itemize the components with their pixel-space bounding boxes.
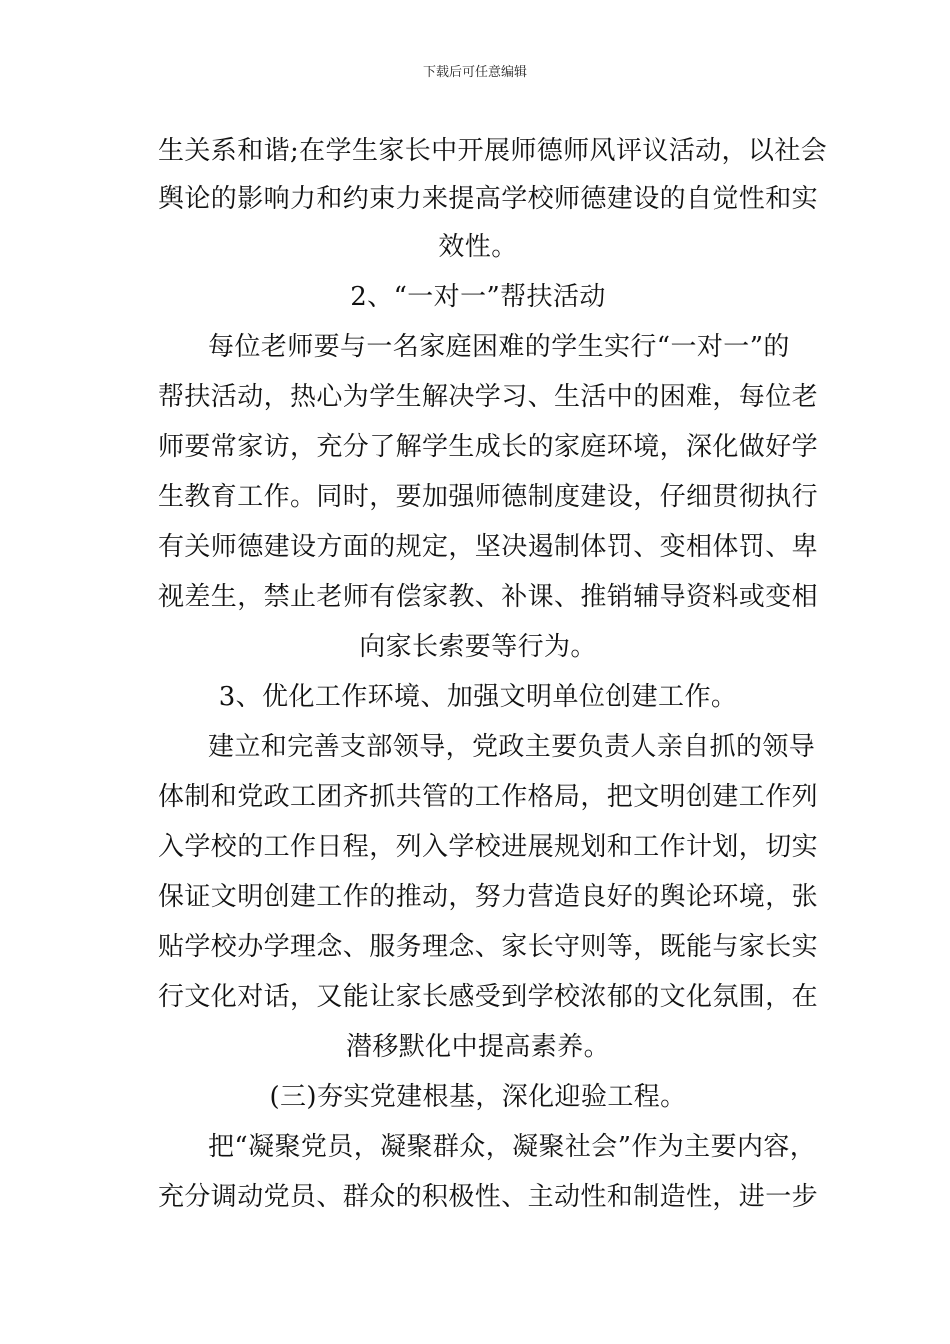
text-line: 入学校的工作日程，列入学校进展规划和工作计划，切实 <box>158 832 819 862</box>
text-line: 行文化对话，又能让家长感受到学校浓郁的文化氛围，在 <box>158 982 819 1012</box>
text-line: 生教育工作。同时，要加强师德制度建设，仔细贯彻执行 <box>158 482 819 512</box>
text-line: 体制和党政工团齐抓共管的工作格局，把文明创建工作列 <box>158 782 819 812</box>
text-line: 把“凝聚党员，凝聚群众，凝聚社会”作为主要内容， <box>208 1132 817 1162</box>
section-heading: (三)夯实党建根基，深化迎验工程。 <box>269 1082 687 1112</box>
text-line: 保证文明创建工作的推动，努力营造良好的舆论环境，张 <box>158 882 819 912</box>
text-line: 充分调动党员、群众的积极性、主动性和制造性，进一步 <box>158 1182 819 1212</box>
text-line: 生关系和谐;在学生家长中开展师德师风评议活动，以社会 <box>158 136 828 166</box>
text-line: 舆论的影响力和约束力来提高学校师德建设的自觉性和实 <box>158 184 819 214</box>
text-line: 视差生，禁止老师有偿家教、补课、推销辅导资料或变相 <box>158 582 819 612</box>
page-header: 下载后可任意编辑 <box>422 65 527 80</box>
text-line: 效性。 <box>438 232 518 262</box>
text-line: 每位老师要与一名家庭困难的学生实行“一对一”的 <box>208 332 790 362</box>
text-line: 潜移默化中提高素养。 <box>345 1032 610 1062</box>
text-line: 贴学校办学理念、服务理念、家长守则等，既能与家长实 <box>158 932 819 962</box>
section-heading: 3、优化工作环境、加强文明单位创建工作。 <box>218 682 738 712</box>
text-line: 帮扶活动，热心为学生解决学习、生活中的困难，每位老 <box>158 382 819 412</box>
section-heading: 2、“一对一”帮扶活动 <box>350 282 606 312</box>
text-line: 建立和完善支部领导，党政主要负责人亲自抓的领导 <box>208 732 816 762</box>
text-line: 向家长索要等行为。 <box>359 632 597 662</box>
text-line: 师要常家访，充分了解学生成长的家庭环境，深化做好学 <box>158 432 819 462</box>
text-line: 有关师德建设方面的规定，坚决遏制体罚、变相体罚、卑 <box>158 532 819 562</box>
